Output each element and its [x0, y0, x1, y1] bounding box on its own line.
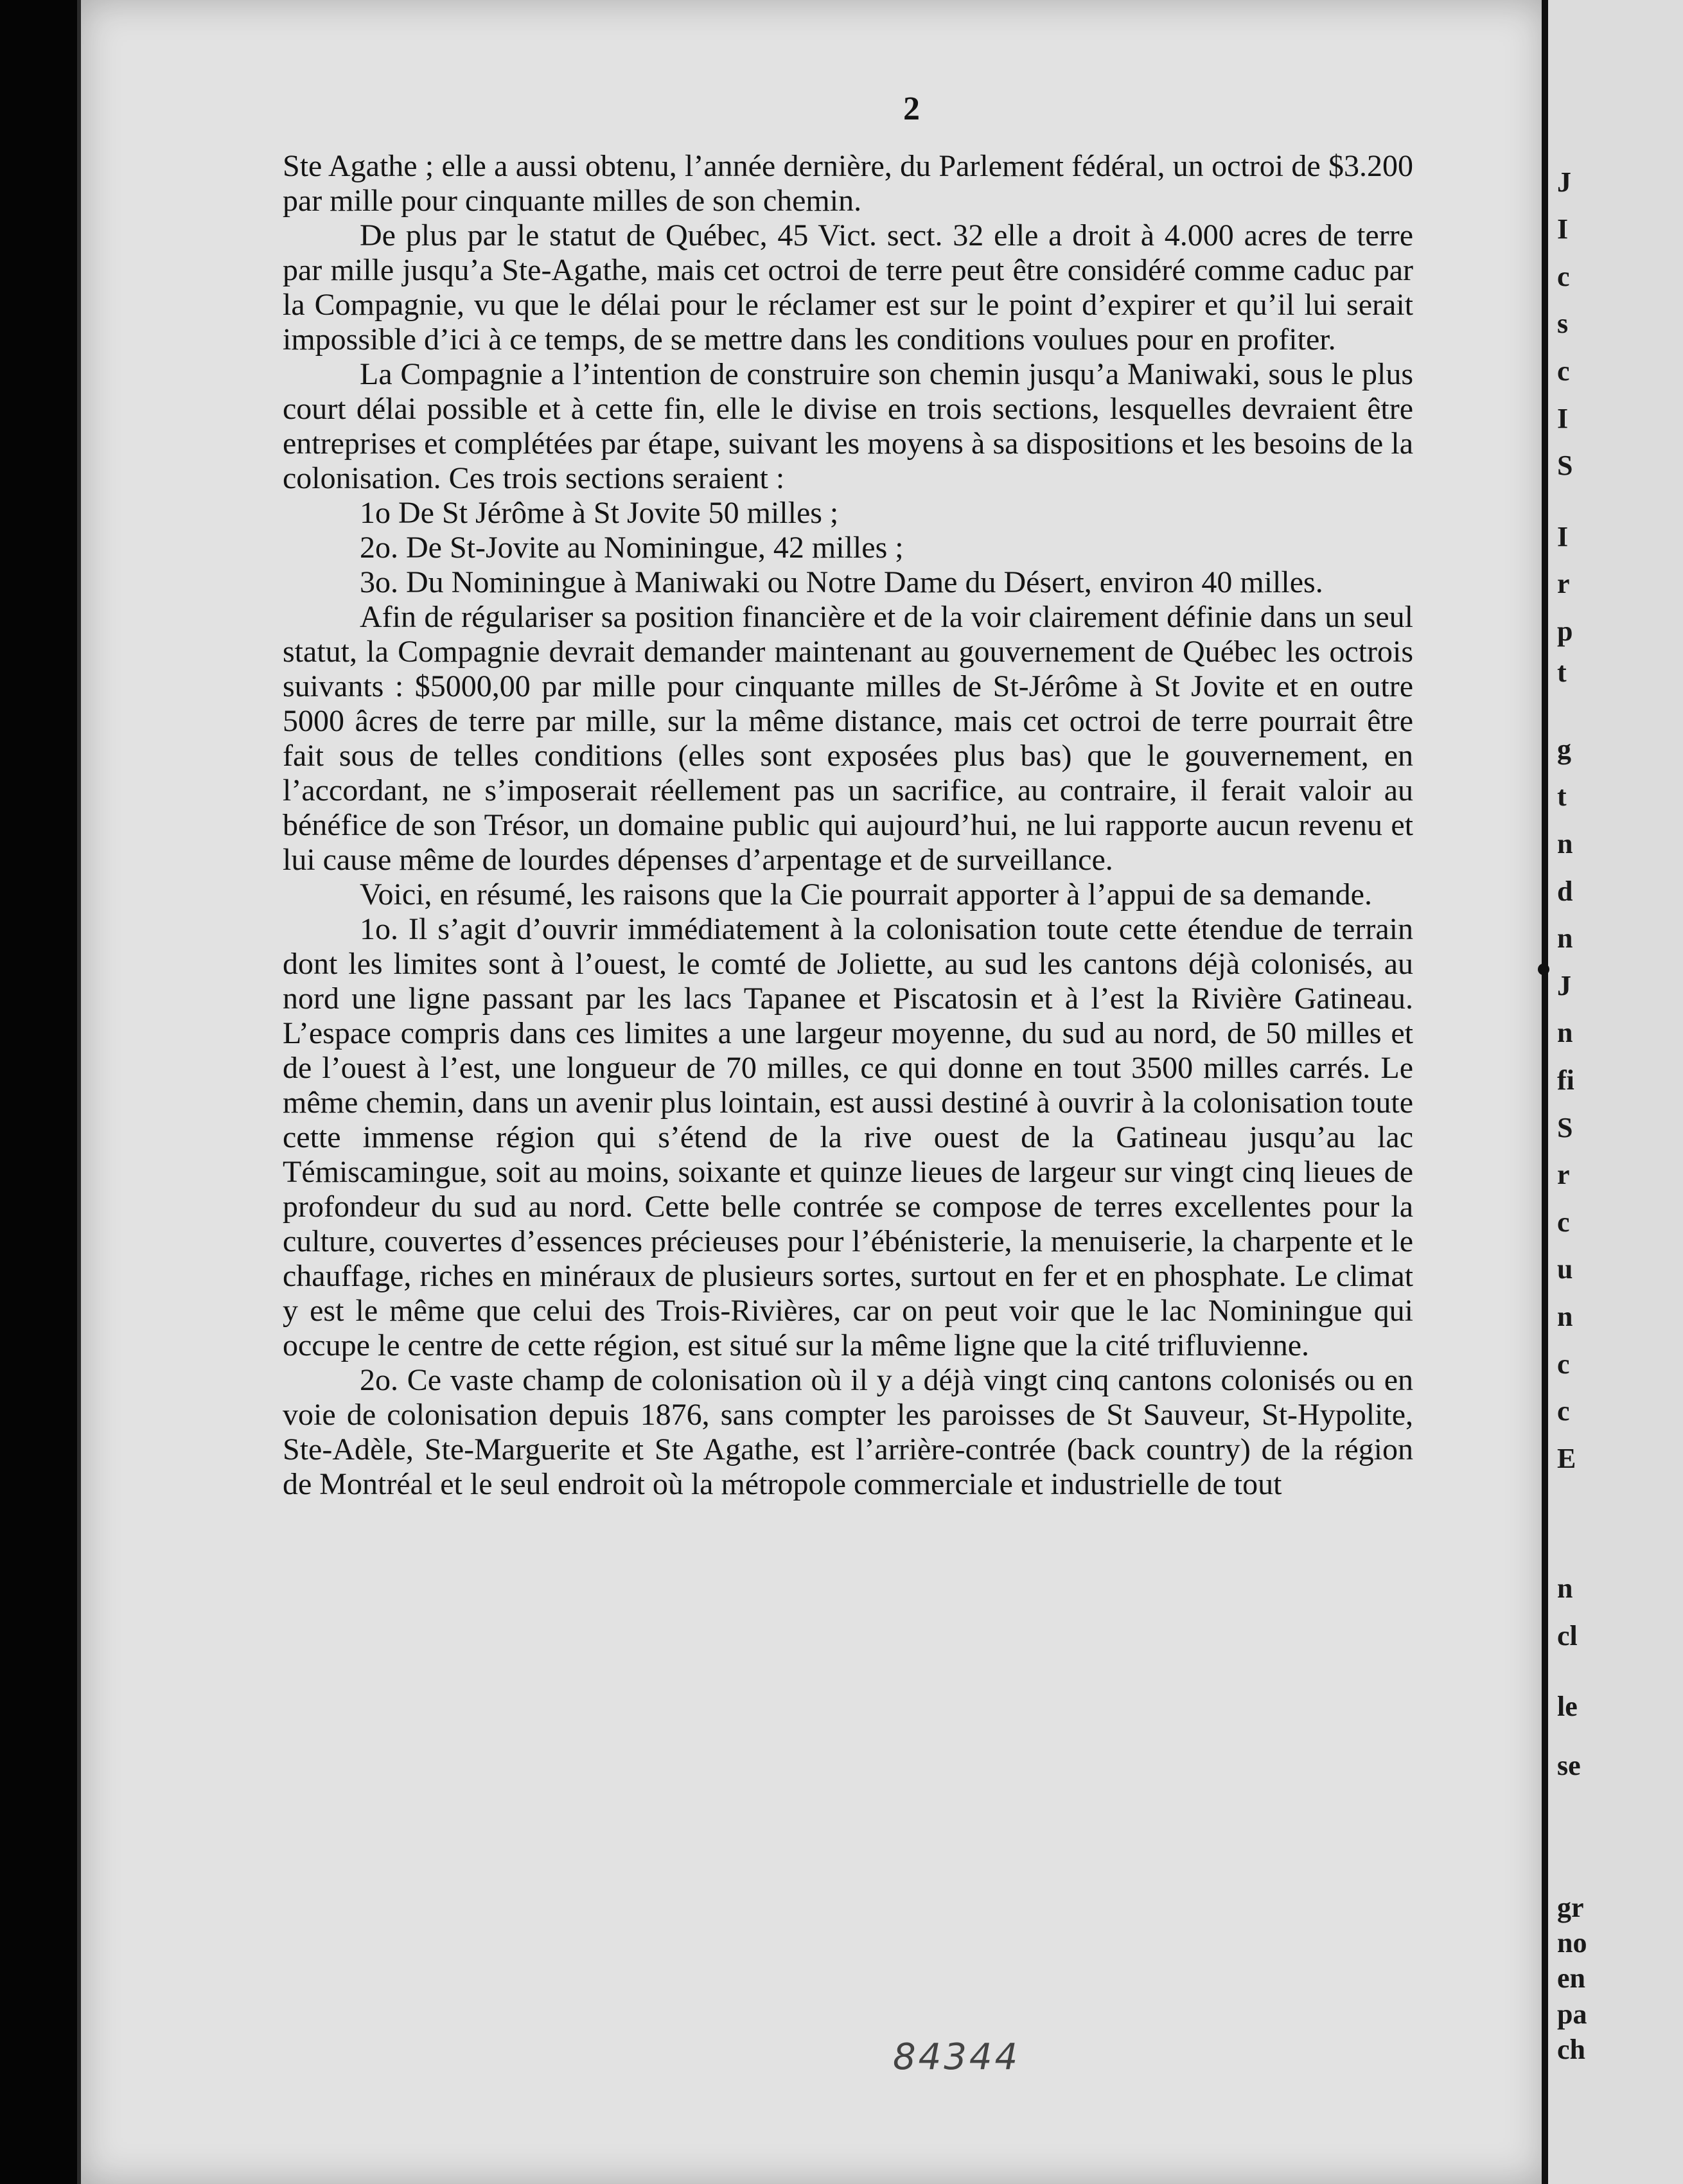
paragraph: La Compagnie a l’intention de construire son chemin jusqu’a Maniwaki, sous le plus court délai possible et à cette fin, elle le divise en trois sections, lesquelles devraient être entreprises et complétées par étape, suivant les moyens à sa dispositions et les besoins de la colonisation. Ces trois sections seraient : [283, 357, 1413, 495]
adjacent-page-fragment: u [1557, 1253, 1573, 1285]
adjacent-page-fragment: n [1557, 1572, 1573, 1605]
adjacent-page-fragment: c [1557, 1348, 1570, 1380]
adjacent-page-fragment: se [1557, 1750, 1581, 1782]
paragraph: Voici, en résumé, les raisons que la Cie pourrait apporter à l’appui de sa demande. [360, 877, 1372, 911]
adjacent-page-fragment: n [1557, 922, 1573, 955]
body-text [283, 149, 1413, 1502]
paragraph: 2o. Ce vaste champ de colonisation où il y a déjà vingt cinq cantons colonisés ou en voie de colonisation depuis 1876, sans compter les paroisses de St Sauveur, St-Hypolite, Ste-Adèle, Ste-Marguerite et Ste Agathe, est l’arrière-contrée (back country) de la région de Montréal et le seul endroit où la métropole commerciale et industrielle de tout [283, 1363, 1413, 1501]
adjacent-page-fragment: I [1557, 213, 1569, 245]
adjacent-page-fragment: t [1557, 656, 1567, 689]
adjacent-page-fragment: d [1557, 875, 1573, 907]
list-item: 2o. De St-Jovite au Nominingue, 42 milles ; [360, 531, 904, 565]
adjacent-page-fragment: I [1557, 402, 1569, 434]
adjacent-page-fragment: g [1557, 733, 1571, 765]
page-number: 2 [903, 91, 920, 127]
adjacent-page-fragment: le [1557, 1691, 1578, 1723]
adjacent-page-fragment: t [1557, 780, 1567, 813]
list-item: 3o. Du Nominingue à Maniwaki ou Notre Dame du Désert, environ 40 milles. [360, 565, 1323, 599]
adjacent-page-fragment: n [1557, 828, 1573, 859]
adjacent-page-fragment: s [1557, 308, 1569, 340]
adjacent-page-fragment: en [1557, 1962, 1585, 1995]
list-item: 1o De St Jérôme à St Jovite 50 milles ; [360, 496, 839, 530]
paragraph: De plus par le statut de Québec, 45 Vict. sect. 32 elle a droit à 4.000 acres de terre par mille jusqu’a Ste-Agathe, mais cet octroi de terre peut être considéré comme caduc par la Compagnie, vu que le délai pour le réclamer est sur le point d’expirer et qu’il lui serait impossible d’ici à ce temps, de se mettre dans les conditions voulues pour en profiter. [283, 218, 1413, 357]
adjacent-page-strip [1548, 0, 1683, 2184]
page-fold [1542, 0, 1548, 2184]
paragraph: Ste Agathe ; elle a aussi obtenu, l’année dernière, du Parlement fédéral, un octroi de $3.200 par mille pour cinquante milles de son chemin. [283, 149, 1413, 218]
adjacent-page-fragment: J [1557, 166, 1571, 198]
adjacent-page-fragment: n [1557, 1301, 1573, 1332]
adjacent-page-fragment: S [1557, 1111, 1573, 1143]
adjacent-page-fragment: cl [1557, 1619, 1578, 1651]
adjacent-page-fragment: S [1557, 450, 1573, 482]
paragraph: 1o. Il s’agit d’ouvrir immédiatement à la colonisation toute cette étendue de terrain dont les limites sont à l’ouest, le comté de Joliette, au sud les cantons déjà colonisés, au nord une ligne passant par les lacs Tapanee et Piscatosin et à l’est la Rivière Gatineau. L’espace compris dans ces limites a une largeur moyenne, du sud au nord, de 50 milles et de l’ouest à l’est, une longueur de 70 milles, ce qui donne en tout 3500 milles carrés. Le même chemin, dans un avenir plus lointain, est aussi destiné à ouvrir à la colonisation toute cette immense région qui s’étend de la rive ouest de la Gatineau jusqu’au lac Témiscamingue, soit au moins, soixante et quinze lieues de largeur sur vingt cinq lieues de profondeur du sud au nord. Cette belle contrée se compose de terres excellentes pour la culture, couvertes d’essences précieuses pour l’ébénisterie, la menuiserie, la charpente et le chauffage, riches en minéraux de plusieurs sortes, surtout en fer et en phosphate. Le climat y est le même que celui des Trois-Rivières, car on peut voir que le lac Nominingue qui occupe le centre de cette région, est situé sur la même ligne que la cité trifluvienne. [283, 912, 1413, 1362]
adjacent-page-fragment: n [1557, 1017, 1573, 1049]
paragraph: Afin de régulariser sa position financière et de la voir clairement définie dans un seul statut, la Compagnie devrait demander maintenant au gouvernement de Québec les octrois suivants : $5000,00 par mille pour cinquante milles de St-Jérôme à St Jovite et en outre 5000 âcres de terre par mille, sur la même distance, mais cet octroi de terre pourrait être fait sous de telles conditions (elles sont exposées plus bas) que le gouvernement, en l’accordant, ne s’imposerait réellement pas un sacrifice, au contraire, il ferait valoir au bénéfice de son Trésor, un domaine public qui aujourd’hui, ne lui rapporte aucun revenu et lui cause même de lourdes dépenses d’arpentage et de surveillance. [283, 600, 1413, 877]
adjacent-page-fragment: r [1557, 1159, 1570, 1191]
handwritten-catalog-number: 84344 [893, 2036, 1021, 2078]
adjacent-page-fragment: c [1557, 355, 1570, 387]
adjacent-page-fragment: c [1557, 1206, 1570, 1238]
binding-dot [1538, 964, 1549, 975]
adjacent-page-fragment: r [1557, 568, 1570, 600]
adjacent-page-fragment: E [1557, 1442, 1576, 1474]
adjacent-page-fragment: J [1557, 969, 1571, 1001]
adjacent-page-fragment: pa [1557, 1998, 1587, 2030]
adjacent-page-fragment: gr [1557, 1892, 1584, 1923]
adjacent-page-fragment: I [1557, 520, 1569, 552]
adjacent-page-fragment: fi [1557, 1064, 1574, 1096]
adjacent-page-fragment: c [1557, 260, 1570, 292]
adjacent-page-fragment: c [1557, 1395, 1570, 1427]
adjacent-page-fragment: p [1557, 615, 1573, 647]
adjacent-page-fragment: no [1557, 1927, 1587, 1959]
adjacent-page-fragment: ch [1557, 2033, 1585, 2065]
